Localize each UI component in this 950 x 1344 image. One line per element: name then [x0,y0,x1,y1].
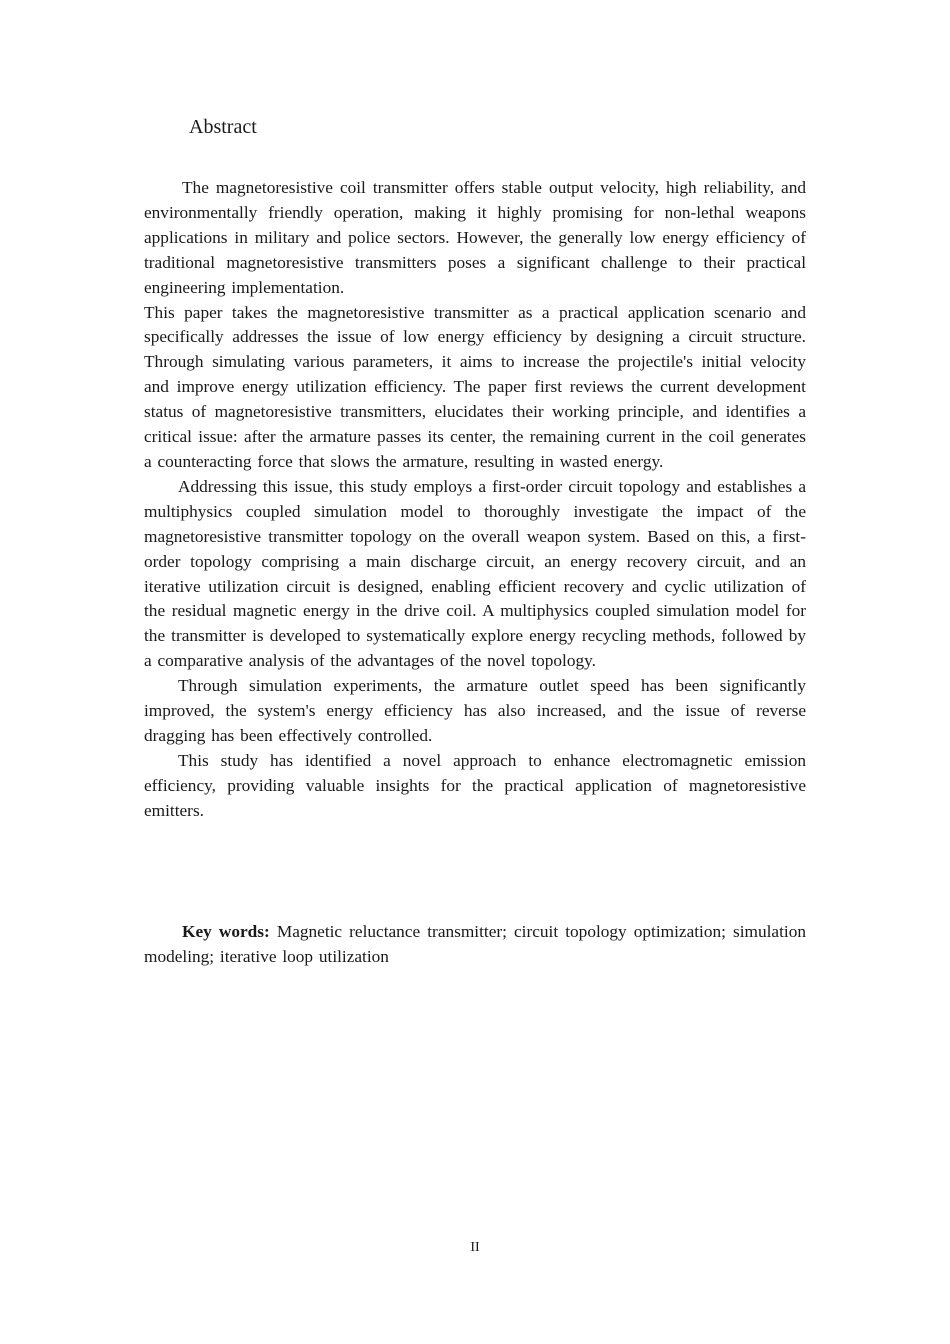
abstract-paragraph-2: This paper takes the magnetoresistive transmitter as a practical application scenario and specifically addresses the issue of low energy efficiency by designing a circuit structure. Through simulating various parameters, it aims to increase the projectile's initial velocity and improve energy utilization efficiency. The paper first reviews the current development status of magnetoresistive transmitters, elucidates their working principle, and identifies a critical issue: after the armature passes its center, the remaining current in the coil generates a counteracting force that slows the armature, resulting in wasted energy. [144,302,806,471]
abstract-heading: Abstract [189,116,257,138]
abstract-body [144,176,806,824]
abstract-paragraph-4: Through simulation experiments, the armature outlet speed has been significantly improved, the system's energy efficiency has also increased, and the issue of reverse dragging has been effectively controlled. [144,676,806,745]
keywords-text: Magnetic reluctance transmitter; circuit topology optimization; simulation modeling; iterative loop utilization [144,922,806,966]
abstract-paragraph-3: Addressing this issue, this study employs a first-order circuit topology and establishes a multiphysics coupled simulation model to thoroughly investigate the impact of the magnetoresistive transmitter topology on the overall weapon system. Based on this, a first-order topology comprising a main discharge circuit, an energy recovery circuit, and an iterative utilization circuit is designed, enabling efficient recovery and cyclic utilization of the residual magnetic energy in the drive coil. A multiphysics coupled simulation model for the transmitter is developed to systematically explore energy recycling methods, followed by a comparative analysis of the advantages of the novel topology. [144,476,806,671]
abstract-paragraph-1: The magnetoresistive coil transmitter offers stable output velocity, high reliability, and environmentally friendly operation, making it highly promising for non-lethal weapons applications in military and police sectors. However, the generally low energy efficiency of traditional magnetoresistive transmitters poses a significant challenge to their practical engineering implementation. [144,178,806,297]
page-number: II [470,1240,480,1255]
keywords-label: Key words: [182,922,270,941]
keywords-line [144,920,806,970]
abstract-paragraph-5: This study has identified a novel approach to enhance electromagnetic emission efficiency, providing valuable insights for the practical application of magnetoresistive emitters. [144,750,806,820]
